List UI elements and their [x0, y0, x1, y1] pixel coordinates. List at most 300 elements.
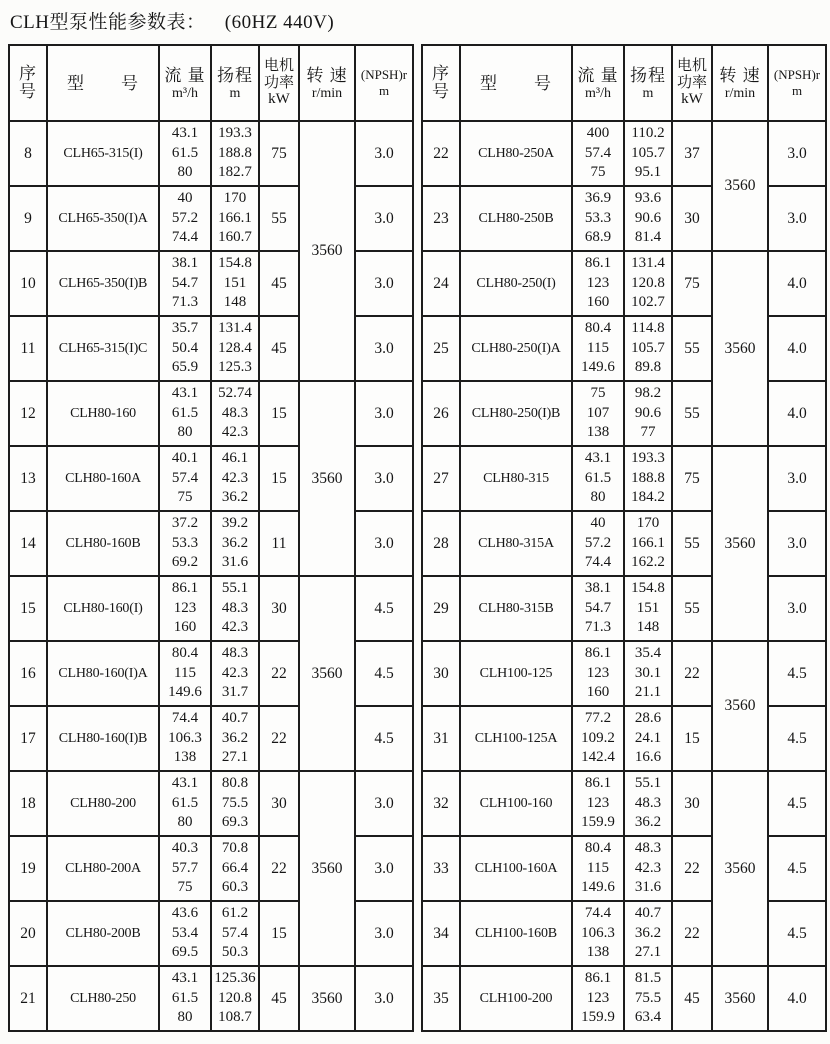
- speed-value: 3560: [299, 576, 355, 771]
- head-value: 193.3: [218, 125, 252, 142]
- flow-values: [572, 251, 624, 316]
- head-values: [624, 641, 672, 706]
- model-name: CLH80-315B: [460, 576, 572, 641]
- head-value: 52.74: [218, 385, 252, 402]
- head-value: 63.4: [634, 1009, 662, 1026]
- row-number: 11: [9, 316, 47, 381]
- power-value: 37: [672, 121, 712, 186]
- flow-value: 71.3: [171, 294, 199, 311]
- head-values: [624, 901, 672, 966]
- flow-value: 123: [586, 274, 610, 291]
- head-value: 46.1: [221, 450, 249, 467]
- flow-value: 80: [590, 489, 606, 506]
- flow-values: [572, 446, 624, 511]
- head-value: 24.1: [634, 729, 662, 746]
- column-header-head: 扬程 m: [211, 45, 259, 121]
- power-value: 22: [259, 706, 299, 771]
- npsh-value: 3.0: [355, 836, 413, 901]
- head-value: 184.2: [631, 489, 665, 506]
- flow-value: 80: [177, 164, 193, 181]
- power-value: 55: [672, 511, 712, 576]
- npsh-value: 4.0: [768, 966, 826, 1031]
- head-value: 170: [636, 515, 660, 532]
- speed-value: 3560: [299, 121, 355, 381]
- flow-value: 69.2: [171, 554, 199, 571]
- power-value: 15: [259, 901, 299, 966]
- head-value: 48.3: [634, 794, 662, 811]
- head-values: [211, 186, 259, 251]
- head-value: 48.3: [634, 840, 662, 857]
- flow-value: 74.4: [584, 554, 612, 571]
- npsh-value: 4.0: [768, 251, 826, 316]
- head-value: 42.3: [221, 664, 249, 681]
- right-table: [421, 44, 827, 1032]
- flow-value: 86.1: [584, 645, 612, 662]
- flow-value: 61.5: [171, 989, 199, 1006]
- speed-value: 3560: [712, 641, 768, 771]
- flow-value: 138: [586, 424, 610, 441]
- head-value: 28.6: [634, 710, 662, 727]
- head-value: 31.7: [221, 684, 249, 701]
- flow-value: 109.2: [581, 729, 615, 746]
- flow-value: 80.4: [584, 320, 612, 337]
- model-name: CLH80-315A: [460, 511, 572, 576]
- flow-value: 138: [173, 749, 197, 766]
- head-value: 182.7: [218, 164, 252, 181]
- row-number: 10: [9, 251, 47, 316]
- flow-value: 160: [586, 294, 610, 311]
- table-row: [9, 576, 413, 641]
- speed-value: 3560: [712, 446, 768, 641]
- flow-value: 86.1: [584, 255, 612, 272]
- flow-value: 43.1: [171, 775, 199, 792]
- head-value: 75.5: [221, 794, 249, 811]
- head-value: 151: [636, 599, 660, 616]
- flow-value: 40: [590, 515, 606, 532]
- head-value: 16.6: [634, 749, 662, 766]
- flow-value: 77.2: [584, 710, 612, 727]
- speed-value: 3560: [712, 251, 768, 446]
- head-value: 48.3: [221, 404, 249, 421]
- power-value: 11: [259, 511, 299, 576]
- column-header-power: 电机 功率 kW: [672, 45, 712, 121]
- flow-value: 43.6: [171, 905, 199, 922]
- flow-value: 43.1: [584, 450, 612, 467]
- flow-value: 80.4: [584, 840, 612, 857]
- power-value: 30: [259, 771, 299, 836]
- head-value: 125.36: [214, 970, 256, 987]
- table-row: [422, 966, 826, 1031]
- left-header-row: [9, 45, 413, 121]
- head-values: [624, 381, 672, 446]
- flow-value: 68.9: [584, 229, 612, 246]
- npsh-value: 3.0: [768, 186, 826, 251]
- npsh-value: 3.0: [355, 966, 413, 1031]
- head-value: 55.1: [634, 775, 662, 792]
- flow-value: 86.1: [584, 775, 612, 792]
- flow-values: [572, 901, 624, 966]
- head-value: 154.8: [631, 580, 665, 597]
- npsh-value: 4.5: [768, 771, 826, 836]
- model-name: CLH100-125A: [460, 706, 572, 771]
- flow-value: 57.4: [171, 469, 199, 486]
- flow-value: 75: [177, 489, 193, 506]
- head-value: 42.3: [221, 469, 249, 486]
- head-value: 36.2: [634, 924, 662, 941]
- flow-value: 400: [586, 125, 610, 142]
- head-value: 114.8: [631, 320, 665, 337]
- head-value: 48.3: [221, 599, 249, 616]
- head-values: [624, 446, 672, 511]
- table-row: [9, 121, 413, 186]
- power-value: 45: [259, 316, 299, 381]
- head-value: 120.8: [631, 274, 665, 291]
- flow-values: [159, 121, 211, 186]
- column-header-model: 型 号: [47, 45, 159, 121]
- row-number: 33: [422, 836, 460, 901]
- head-value: 162.2: [631, 554, 665, 571]
- npsh-value: 4.0: [768, 316, 826, 381]
- head-value: 27.1: [634, 944, 662, 961]
- head-value: 36.2: [221, 729, 249, 746]
- row-number: 13: [9, 446, 47, 511]
- npsh-value: 4.5: [355, 641, 413, 706]
- flow-value: 75: [590, 164, 606, 181]
- row-number: 35: [422, 966, 460, 1031]
- model-name: CLH80-250B: [460, 186, 572, 251]
- flow-value: 107: [586, 404, 610, 421]
- head-value: 154.8: [218, 255, 252, 272]
- head-value: 128.4: [218, 339, 252, 356]
- left-table: [8, 44, 414, 1032]
- flow-values: [159, 836, 211, 901]
- flow-value: 43.1: [171, 125, 199, 142]
- voltage-frequency-text: (60HZ 440V): [224, 12, 335, 33]
- flow-value: 57.2: [584, 534, 612, 551]
- flow-value: 115: [174, 664, 196, 681]
- head-values: [624, 966, 672, 1031]
- model-name: CLH100-200: [460, 966, 572, 1031]
- row-number: 29: [422, 576, 460, 641]
- flow-value: 57.4: [584, 144, 612, 161]
- column-header-no: 序 号: [422, 45, 460, 121]
- head-values: [211, 251, 259, 316]
- row-number: 31: [422, 706, 460, 771]
- model-name: CLH80-250: [47, 966, 159, 1031]
- head-values: [624, 186, 672, 251]
- column-header-speed: 转 速 r/min: [299, 45, 355, 121]
- flow-values: [159, 186, 211, 251]
- model-name: CLH80-160(I)A: [47, 641, 159, 706]
- model-name: CLH80-160B: [47, 511, 159, 576]
- flow-value: 40: [177, 190, 193, 207]
- flow-value: 37.2: [171, 515, 199, 532]
- flow-value: 69.5: [171, 944, 199, 961]
- head-value: 151: [223, 274, 247, 291]
- head-values: [624, 511, 672, 576]
- head-values: [624, 836, 672, 901]
- column-header-head: 扬程 m: [624, 45, 672, 121]
- npsh-value: 3.0: [355, 381, 413, 446]
- model-name: CLH65-315(I)C: [47, 316, 159, 381]
- head-values: [624, 316, 672, 381]
- table-row: [422, 251, 826, 316]
- flow-value: 149.6: [581, 879, 615, 896]
- head-value: 36.2: [221, 534, 249, 551]
- flow-value: 74.4: [584, 905, 612, 922]
- head-value: 40.7: [634, 905, 662, 922]
- flow-value: 50.4: [171, 339, 199, 356]
- table-row: [9, 966, 413, 1031]
- flow-values: [572, 641, 624, 706]
- power-value: 55: [259, 186, 299, 251]
- flow-value: 106.3: [168, 729, 202, 746]
- flow-value: 80: [177, 814, 193, 831]
- column-header-power: 电机 功率 kW: [259, 45, 299, 121]
- head-value: 193.3: [631, 450, 665, 467]
- model-name: CLH80-160(I)B: [47, 706, 159, 771]
- flow-values: [159, 316, 211, 381]
- row-number: 21: [9, 966, 47, 1031]
- head-value: 110.2: [631, 125, 665, 142]
- flow-value: 123: [586, 794, 610, 811]
- power-value: 75: [672, 251, 712, 316]
- head-value: 60.3: [221, 879, 249, 896]
- flow-value: 40.3: [171, 840, 199, 857]
- head-values: [211, 446, 259, 511]
- flow-values: [572, 706, 624, 771]
- head-value: 95.1: [634, 164, 662, 181]
- right-header-row: [422, 45, 826, 121]
- power-value: 22: [259, 641, 299, 706]
- flow-value: 71.3: [584, 619, 612, 636]
- head-value: 120.8: [218, 989, 252, 1006]
- head-value: 125.3: [218, 359, 252, 376]
- model-name: CLH80-200: [47, 771, 159, 836]
- flow-values: [572, 381, 624, 446]
- flow-value: 115: [587, 339, 609, 356]
- flow-value: 160: [586, 684, 610, 701]
- flow-value: 75: [177, 879, 193, 896]
- head-value: 75.5: [634, 989, 662, 1006]
- head-value: 70.8: [221, 840, 249, 857]
- flow-value: 53.3: [584, 209, 612, 226]
- model-name: CLH100-160A: [460, 836, 572, 901]
- flow-value: 57.2: [171, 209, 199, 226]
- table-row: [9, 381, 413, 446]
- row-number: 28: [422, 511, 460, 576]
- page-title: [0, 0, 830, 34]
- npsh-value: 4.5: [768, 901, 826, 966]
- flow-value: 65.9: [171, 359, 199, 376]
- column-header-flow: 流 量 m³/h: [572, 45, 624, 121]
- head-value: 105.7: [631, 144, 665, 161]
- flow-values: [159, 446, 211, 511]
- flow-value: 86.1: [171, 580, 199, 597]
- power-value: 22: [672, 641, 712, 706]
- flow-value: 123: [586, 664, 610, 681]
- npsh-value: 3.0: [355, 901, 413, 966]
- flow-value: 61.5: [584, 469, 612, 486]
- flow-value: 138: [586, 944, 610, 961]
- head-values: [211, 381, 259, 446]
- model-name: CLH80-200A: [47, 836, 159, 901]
- head-values: [624, 576, 672, 641]
- flow-value: 149.6: [581, 359, 615, 376]
- row-number: 14: [9, 511, 47, 576]
- power-value: 15: [259, 381, 299, 446]
- head-value: 98.2: [634, 385, 662, 402]
- head-value: 77: [640, 424, 656, 441]
- npsh-value: 3.0: [355, 121, 413, 186]
- speed-value: 3560: [299, 771, 355, 966]
- row-number: 17: [9, 706, 47, 771]
- npsh-value: 3.0: [355, 771, 413, 836]
- head-value: 166.1: [631, 534, 665, 551]
- left-table-body: [9, 121, 413, 1031]
- row-number: 23: [422, 186, 460, 251]
- model-name: CLH100-160B: [460, 901, 572, 966]
- flow-value: 123: [173, 599, 197, 616]
- head-values: [211, 641, 259, 706]
- model-name: CLH80-200B: [47, 901, 159, 966]
- model-name: CLH65-315(I): [47, 121, 159, 186]
- flow-values: [159, 251, 211, 316]
- flow-values: [572, 121, 624, 186]
- flow-value: 40.1: [171, 450, 199, 467]
- flow-values: [159, 381, 211, 446]
- row-number: 16: [9, 641, 47, 706]
- head-value: 188.8: [218, 144, 252, 161]
- npsh-value: 4.5: [355, 706, 413, 771]
- flow-value: 149.6: [168, 684, 202, 701]
- row-number: 30: [422, 641, 460, 706]
- model-name: CLH80-160(I): [47, 576, 159, 641]
- flow-value: 74.4: [171, 229, 199, 246]
- tables-container: [0, 44, 830, 1032]
- model-name: CLH80-160A: [47, 446, 159, 511]
- flow-values: [159, 966, 211, 1031]
- npsh-value: 4.0: [768, 381, 826, 446]
- table-title-text: CLH型泵性能参数表：: [10, 12, 206, 33]
- model-name: CLH80-250(I): [460, 251, 572, 316]
- flow-value: 38.1: [584, 580, 612, 597]
- flow-values: [572, 576, 624, 641]
- head-value: 55.1: [221, 580, 249, 597]
- head-value: 105.7: [631, 339, 665, 356]
- head-value: 81.4: [634, 229, 662, 246]
- model-name: CLH65-350(I)A: [47, 186, 159, 251]
- power-value: 30: [672, 771, 712, 836]
- npsh-value: 3.0: [355, 186, 413, 251]
- flow-values: [159, 576, 211, 641]
- head-value: 148: [223, 294, 247, 311]
- flow-values: [159, 771, 211, 836]
- head-value: 36.2: [634, 814, 662, 831]
- table-row: [422, 121, 826, 186]
- flow-value: 54.7: [584, 599, 612, 616]
- flow-value: 61.5: [171, 404, 199, 421]
- column-header-model: 型 号: [460, 45, 572, 121]
- head-value: 35.4: [634, 645, 662, 662]
- head-value: 40.7: [221, 710, 249, 727]
- npsh-value: 4.5: [355, 576, 413, 641]
- power-value: 45: [259, 251, 299, 316]
- flow-value: 35.7: [171, 320, 199, 337]
- flow-value: 74.4: [171, 710, 199, 727]
- head-values: [624, 706, 672, 771]
- flow-value: 160: [173, 619, 197, 636]
- head-value: 61.2: [221, 905, 249, 922]
- head-values: [624, 771, 672, 836]
- flow-value: 61.5: [171, 144, 199, 161]
- flow-value: 75: [590, 385, 606, 402]
- head-value: 39.2: [221, 515, 249, 532]
- flow-value: 142.4: [581, 749, 615, 766]
- speed-value: 3560: [712, 966, 768, 1031]
- column-header-speed: 转 速 r/min: [712, 45, 768, 121]
- power-value: 45: [672, 966, 712, 1031]
- row-number: 27: [422, 446, 460, 511]
- head-value: 69.3: [221, 814, 249, 831]
- model-name: CLH80-160: [47, 381, 159, 446]
- row-number: 25: [422, 316, 460, 381]
- npsh-value: 4.5: [768, 641, 826, 706]
- head-value: 42.3: [221, 424, 249, 441]
- flow-value: 86.1: [584, 970, 612, 987]
- power-value: 55: [672, 316, 712, 381]
- power-value: 75: [259, 121, 299, 186]
- head-value: 80.8: [221, 775, 249, 792]
- model-name: CLH80-315: [460, 446, 572, 511]
- head-values: [211, 316, 259, 381]
- model-name: CLH100-125: [460, 641, 572, 706]
- head-value: 66.4: [221, 859, 249, 876]
- head-value: 57.4: [221, 924, 249, 941]
- flow-values: [572, 511, 624, 576]
- head-value: 108.7: [218, 1009, 252, 1026]
- flow-values: [572, 836, 624, 901]
- model-name: CLH100-160: [460, 771, 572, 836]
- head-value: 160.7: [218, 229, 252, 246]
- power-value: 22: [672, 901, 712, 966]
- power-value: 22: [672, 836, 712, 901]
- head-values: [211, 706, 259, 771]
- npsh-value: 3.0: [355, 511, 413, 576]
- head-values: [624, 251, 672, 316]
- flow-value: 106.3: [581, 924, 615, 941]
- head-value: 131.4: [631, 255, 665, 272]
- head-value: 42.3: [221, 619, 249, 636]
- row-number: 20: [9, 901, 47, 966]
- flow-values: [159, 511, 211, 576]
- head-values: [211, 511, 259, 576]
- row-number: 15: [9, 576, 47, 641]
- npsh-value: 3.0: [355, 446, 413, 511]
- head-value: 42.3: [634, 859, 662, 876]
- flow-value: 57.7: [171, 859, 199, 876]
- flow-values: [159, 901, 211, 966]
- flow-value: 80: [177, 1009, 193, 1026]
- head-value: 31.6: [221, 554, 249, 571]
- head-value: 27.1: [221, 749, 249, 766]
- flow-value: 38.1: [171, 255, 199, 272]
- column-header-npsh: (NPSH)r m: [355, 45, 413, 121]
- flow-value: 53.4: [171, 924, 199, 941]
- flow-values: [159, 641, 211, 706]
- head-values: [211, 901, 259, 966]
- row-number: 34: [422, 901, 460, 966]
